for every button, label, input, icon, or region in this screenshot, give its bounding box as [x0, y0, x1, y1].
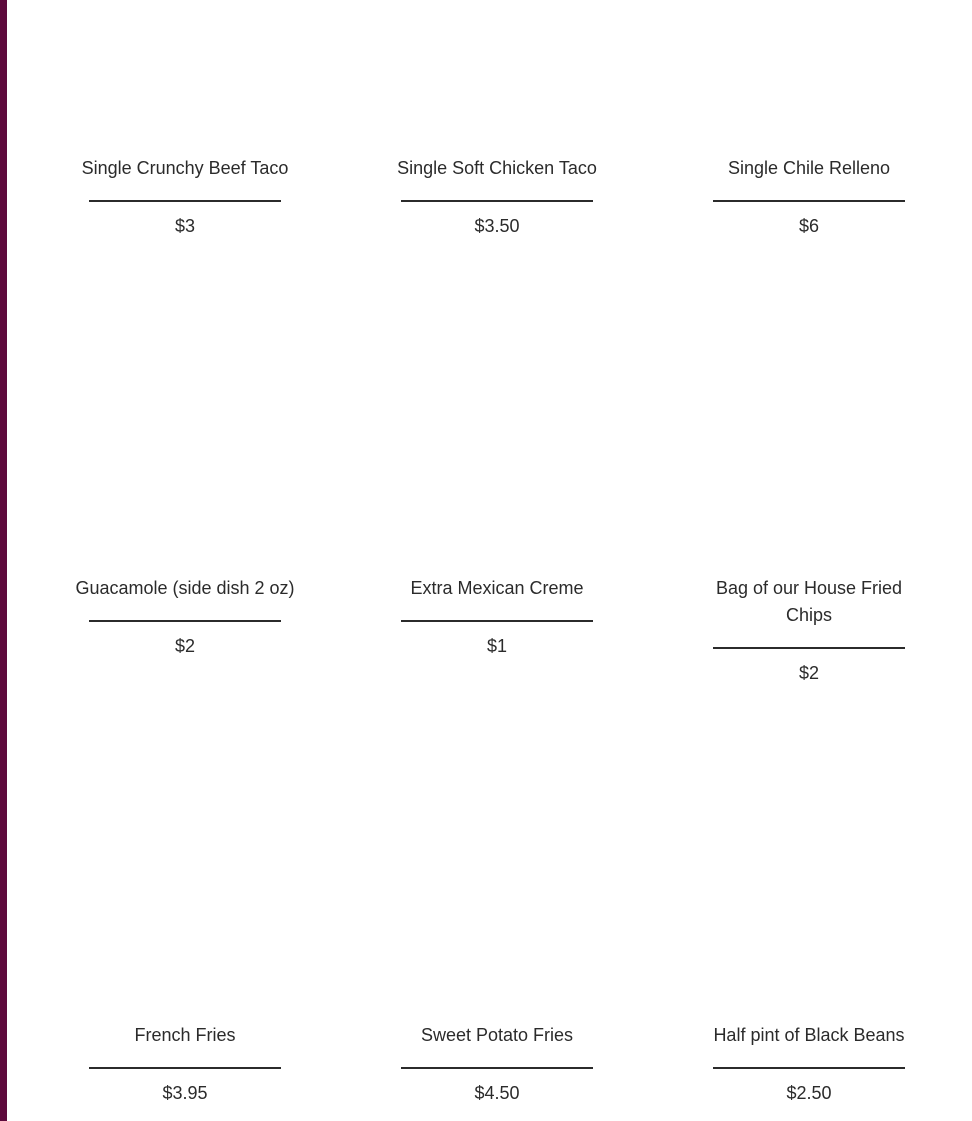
- menu-item-black-beans[interactable]: [689, 1022, 929, 1107]
- item-name: Single Soft Chicken Taco: [397, 158, 597, 178]
- item-name: Extra Mexican Creme: [410, 578, 584, 598]
- menu-item-chile-relleno[interactable]: [689, 155, 929, 240]
- item-divider: [713, 647, 905, 649]
- item-name: Bag of our House Fried Chips: [715, 578, 903, 625]
- item-price: $2.50: [786, 1083, 832, 1103]
- item-divider: [713, 1067, 905, 1069]
- item-name: French Fries: [134, 1025, 236, 1045]
- item-divider: [713, 200, 905, 202]
- item-price: $6: [798, 216, 820, 236]
- item-divider: [401, 200, 593, 202]
- item-price: $1: [486, 636, 508, 656]
- item-name: Single Chile Relleno: [727, 158, 891, 178]
- menu-item-house-fried-chips[interactable]: [689, 575, 929, 687]
- item-name: Half pint of Black Beans: [713, 1025, 905, 1045]
- left-accent-bar: [0, 0, 7, 1121]
- menu-item-extra-mexican-creme[interactable]: [377, 575, 617, 660]
- menu-item-crunchy-beef-taco[interactable]: [65, 155, 305, 240]
- item-name: Single Crunchy Beef Taco: [81, 158, 289, 178]
- item-divider: [89, 1067, 281, 1069]
- menu-item-guacamole[interactable]: [65, 575, 305, 660]
- menu-item-french-fries[interactable]: [65, 1022, 305, 1107]
- item-price: $3.50: [474, 216, 520, 236]
- item-price: $2: [174, 636, 196, 656]
- item-divider: [89, 200, 281, 202]
- menu-item-sweet-potato-fries[interactable]: [377, 1022, 617, 1107]
- menu-item-soft-chicken-taco[interactable]: [377, 155, 617, 240]
- item-price: $2: [798, 663, 820, 683]
- item-price: $3.95: [162, 1083, 208, 1103]
- item-divider: [89, 620, 281, 622]
- item-divider: [401, 1067, 593, 1069]
- item-price: $3: [174, 216, 196, 236]
- item-name: Guacamole (side dish 2 oz): [75, 578, 295, 598]
- item-name: Sweet Potato Fries: [420, 1025, 574, 1045]
- item-divider: [401, 620, 593, 622]
- item-price: $4.50: [474, 1083, 520, 1103]
